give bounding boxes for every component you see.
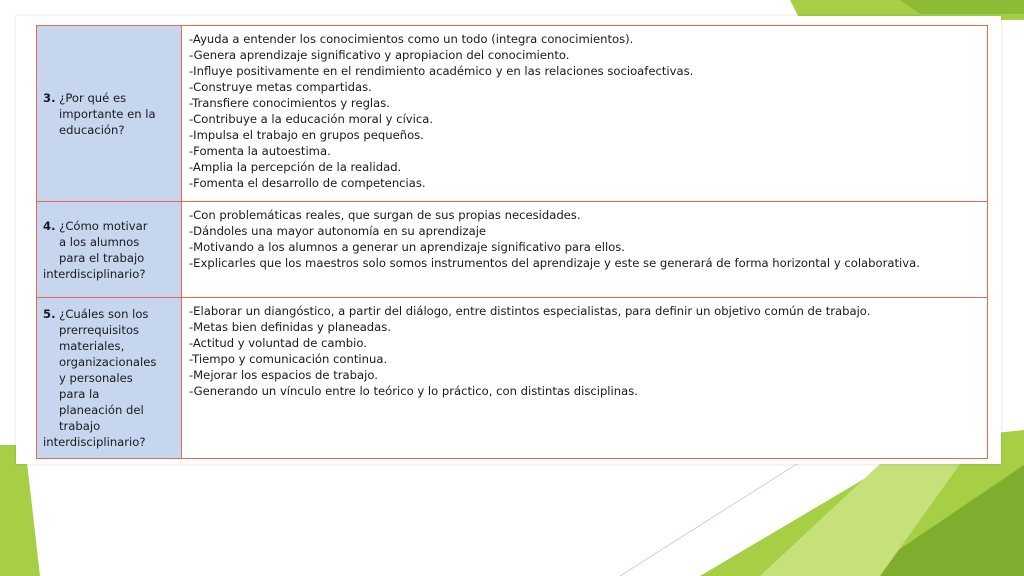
answer-line: -Impulsa el trabajo en grupos pequeños.	[189, 128, 424, 142]
answer-line: -Influye positivamente en el rendimiento académico y en las relaciones socioafectivas.	[189, 64, 694, 78]
table-row	[37, 202, 988, 298]
answer-cell	[182, 202, 988, 298]
answer-line: -Fomenta la autoestima.	[189, 144, 331, 158]
question-text: y personales	[59, 371, 133, 385]
question-text: materiales,	[59, 339, 125, 353]
answer-cell	[182, 298, 988, 459]
question-number: 5.	[43, 307, 56, 321]
question-text: ¿Por qué es	[59, 90, 127, 105]
table-row	[37, 298, 988, 459]
question-text: ¿Cómo motivar	[59, 218, 148, 233]
question-text: para el trabajo	[59, 250, 145, 265]
question-cell	[37, 298, 182, 459]
answer-line: -Elaborar un diangóstico, a partir del diálogo, entre distintos especialistas, para definir un objetivo común de trabajo.	[189, 304, 871, 318]
question-text: educación?	[59, 122, 125, 137]
answer-line: -Con problemáticas reales, que surgan de sus propias necesidades.	[189, 208, 581, 222]
question-cell	[37, 26, 182, 202]
answer-line: -Motivando a los alumnos a generar un aprendizaje significativo para ellos.	[189, 240, 625, 254]
slide-content	[16, 16, 1001, 464]
content-table	[36, 25, 988, 459]
answer-line: -Construye metas compartidas.	[189, 80, 372, 94]
question-text: interdisciplinario?	[43, 266, 146, 281]
question-number: 3.	[43, 90, 56, 105]
answer-line: -Explicarles que los maestros solo somos instrumentos del aprendizaje y este se generará de forma horizontal y colaborativa.	[189, 256, 920, 270]
question-text: planeación del	[59, 403, 144, 417]
answer-line: -Actitud y voluntad de cambio.	[189, 336, 367, 350]
question-text: para la	[59, 387, 100, 401]
answer-line: -Dándoles una mayor autonomía en su aprendizaje	[189, 224, 487, 238]
answer-line: -Transfiere conocimientos y reglas.	[189, 96, 390, 110]
green-shape-bottom-left	[0, 445, 40, 576]
answer-line: -Genera aprendizaje significativo y apropiacion del conocimiento.	[189, 48, 570, 62]
question-text: importante en la	[59, 106, 156, 121]
question-cell	[37, 202, 182, 298]
answer-line: -Metas bien definidas y planeadas.	[189, 320, 392, 334]
green-shape-top-right-dark	[900, 0, 1024, 14]
answer-line: -Ayuda a entender los conocimientos como un todo (integra conocimientos).	[189, 32, 634, 46]
question-text: prerrequisitos	[59, 323, 140, 337]
table-row	[37, 26, 988, 202]
question-text: a los alumnos	[59, 234, 140, 249]
question-text: ¿Cuáles son los	[59, 307, 149, 321]
answer-line: -Contribuye a la educación moral y cívica.	[189, 112, 434, 126]
question-text: trabajo	[59, 419, 101, 433]
question-text: organizacionales	[59, 355, 157, 369]
answer-line: -Fomenta el desarrollo de competencias.	[189, 176, 426, 190]
answer-line: -Tiempo y comunicación continua.	[189, 352, 388, 366]
answer-line: -Amplia la percepción de la realidad.	[189, 160, 402, 174]
answer-line: -Generando un vínculo entre lo teórico y lo práctico, con distintas disciplinas.	[189, 384, 638, 398]
question-number: 4.	[43, 218, 56, 233]
answer-line: -Mejorar los espacios de trabajo.	[189, 368, 378, 382]
answer-cell	[182, 26, 988, 202]
question-text: interdisciplinario?	[43, 435, 146, 449]
